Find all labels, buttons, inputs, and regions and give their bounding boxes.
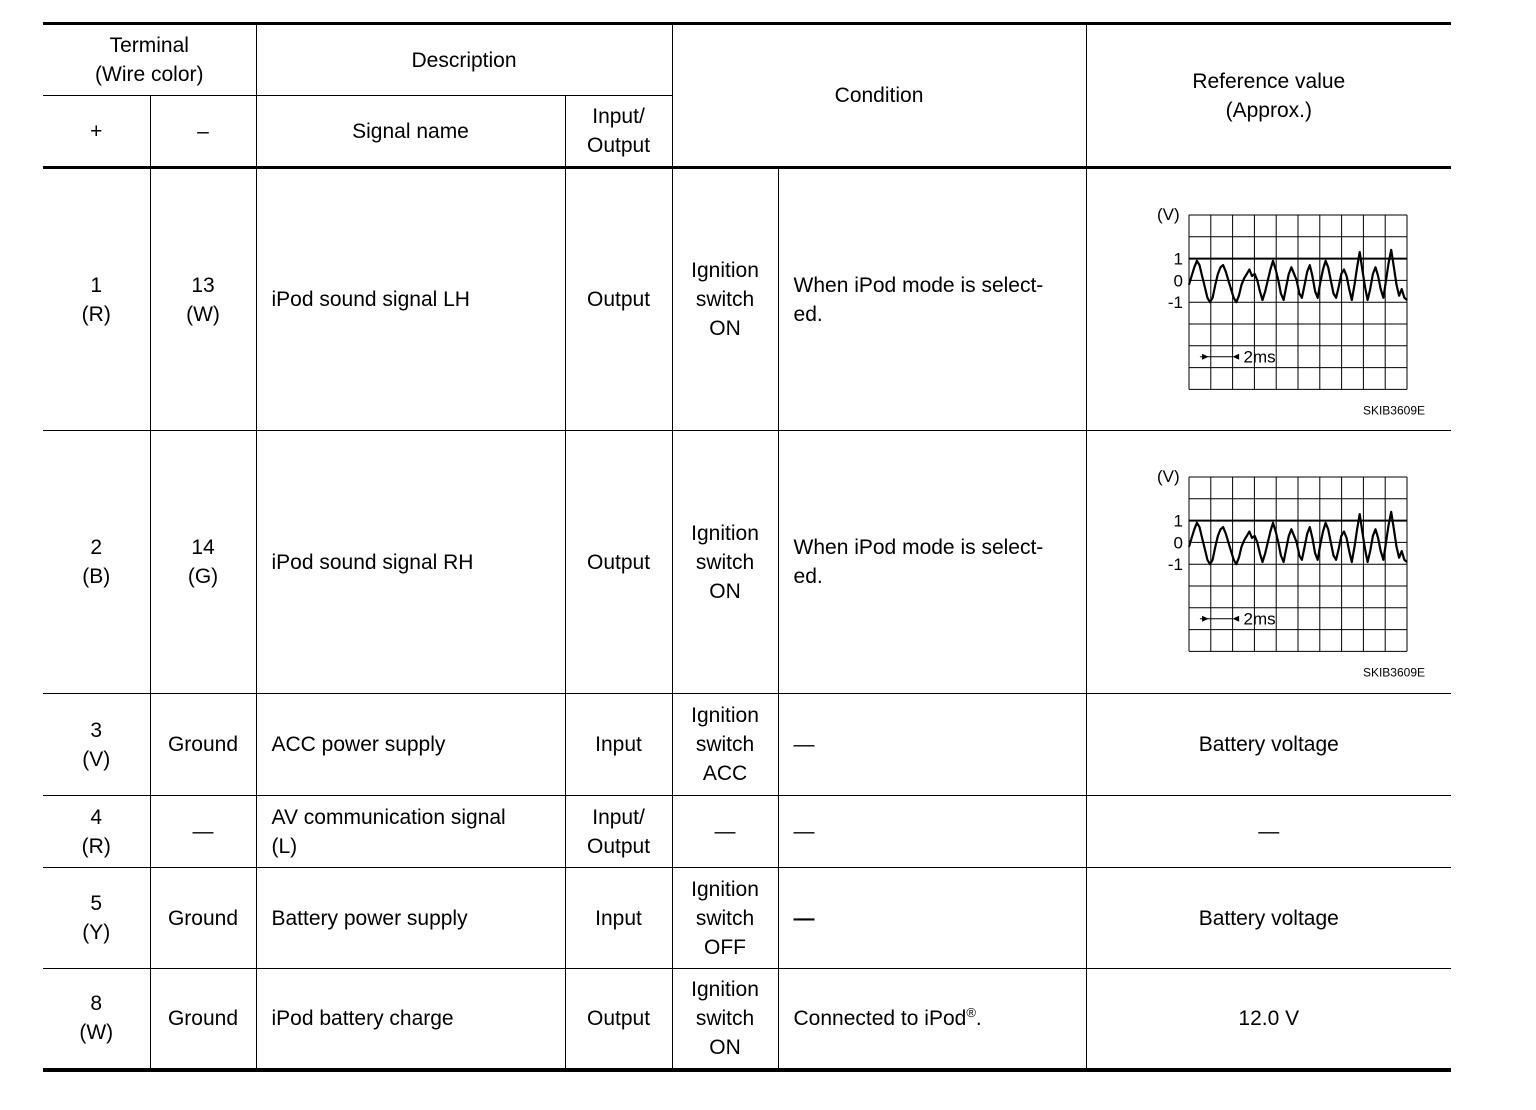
input-output: Output xyxy=(565,969,672,1070)
terminal-plus: 5 (Y) xyxy=(43,868,150,969)
table-row xyxy=(43,969,1451,1070)
header-reference-value: Reference value (Approx.) xyxy=(1086,24,1451,168)
header-condition: Condition xyxy=(672,24,1086,168)
figure-code: SKIB3609E xyxy=(1362,402,1425,417)
terminal-minus: Ground xyxy=(150,969,256,1070)
input-output: Output xyxy=(565,431,672,694)
time-scale-label: 2ms xyxy=(1243,609,1276,629)
waveform-cell xyxy=(1086,431,1451,694)
terminal-plus: 4 (R) xyxy=(43,796,150,868)
signal-name: AV communication signal (L) xyxy=(256,796,565,868)
terminal-minus: 14 (G) xyxy=(150,431,256,694)
time-scale-arrow xyxy=(1232,616,1239,622)
table-row xyxy=(43,796,1451,868)
table-row xyxy=(43,168,1451,431)
terminal-minus: 13 (W) xyxy=(150,168,256,431)
terminal-table xyxy=(43,22,1451,1072)
condition-text xyxy=(778,969,1086,1070)
waveform-unit-label: (V) xyxy=(1156,204,1180,224)
waveform-y-tick-label: 1 xyxy=(1173,511,1183,531)
header-input-output: Input/ Output xyxy=(565,96,672,168)
signal-name: iPod sound signal LH xyxy=(256,168,565,431)
figure-code: SKIB3609E xyxy=(1362,665,1425,680)
waveform-y-tick-label: 0 xyxy=(1173,533,1183,553)
terminal-plus: 3 (V) xyxy=(43,694,150,796)
input-output: Output xyxy=(565,168,672,431)
table-row xyxy=(43,868,1451,969)
header-plus: + xyxy=(43,96,150,168)
terminal-minus: — xyxy=(150,796,256,868)
waveform-graph xyxy=(1119,452,1425,680)
time-scale-arrow xyxy=(1202,616,1209,622)
waveform-y-tick-label: 1 xyxy=(1173,249,1183,269)
condition-text: — xyxy=(778,796,1086,868)
input-output: Input xyxy=(565,694,672,796)
header-terminal: Terminal (Wire color) xyxy=(43,24,256,96)
table-row xyxy=(43,431,1451,694)
waveform-graph xyxy=(1119,190,1425,417)
ignition-state: — xyxy=(672,796,778,868)
reference-value: Battery voltage xyxy=(1086,694,1451,796)
header-description: Description xyxy=(256,24,672,96)
waveform-cell xyxy=(1086,168,1451,431)
condition-text: When iPod mode is select- ed. xyxy=(778,168,1086,431)
reference-value: — xyxy=(1086,796,1451,868)
terminal-minus: Ground xyxy=(150,694,256,796)
signal-name: iPod battery charge xyxy=(256,969,565,1070)
input-output: Input/ Output xyxy=(565,796,672,868)
terminal-plus: 8 (W) xyxy=(43,969,150,1070)
time-scale-arrow xyxy=(1202,353,1209,359)
time-scale-label: 2ms xyxy=(1243,347,1276,367)
condition-text: — xyxy=(778,694,1086,796)
ignition-state: Ignition switch OFF xyxy=(672,868,778,969)
condition-text-main: Connected to iPod xyxy=(793,1006,967,1030)
waveform-unit-label: (V) xyxy=(1156,467,1180,486)
table-row xyxy=(43,694,1451,796)
ignition-state: Ignition switch ON xyxy=(672,168,778,431)
signal-name: Battery power supply xyxy=(256,868,565,969)
time-scale-arrow xyxy=(1232,353,1239,359)
signal-name: ACC power supply xyxy=(256,694,565,796)
input-output: Input xyxy=(565,868,672,969)
header-minus: – xyxy=(150,96,256,168)
registered-mark: ® xyxy=(966,1004,976,1020)
waveform-y-tick-label: -1 xyxy=(1167,555,1183,575)
ignition-state: Ignition switch ON xyxy=(672,431,778,694)
reference-value: Battery voltage xyxy=(1086,868,1451,969)
condition-text: — xyxy=(778,868,1086,969)
waveform-y-tick-label: -1 xyxy=(1167,292,1183,312)
ignition-state: Ignition switch ON xyxy=(672,969,778,1070)
condition-text-end: . xyxy=(975,1006,982,1030)
waveform-y-tick-label: 0 xyxy=(1173,270,1183,290)
header-signal-name: Signal name xyxy=(256,96,565,168)
signal-name: iPod sound signal RH xyxy=(256,431,565,694)
condition-text: When iPod mode is select- ed. xyxy=(778,431,1086,694)
terminal-plus: 1 (R) xyxy=(43,168,150,431)
terminal-plus: 2 (B) xyxy=(43,431,150,694)
terminal-minus: Ground xyxy=(150,868,256,969)
ignition-state: Ignition switch ACC xyxy=(672,694,778,796)
reference-value: 12.0 V xyxy=(1086,969,1451,1070)
